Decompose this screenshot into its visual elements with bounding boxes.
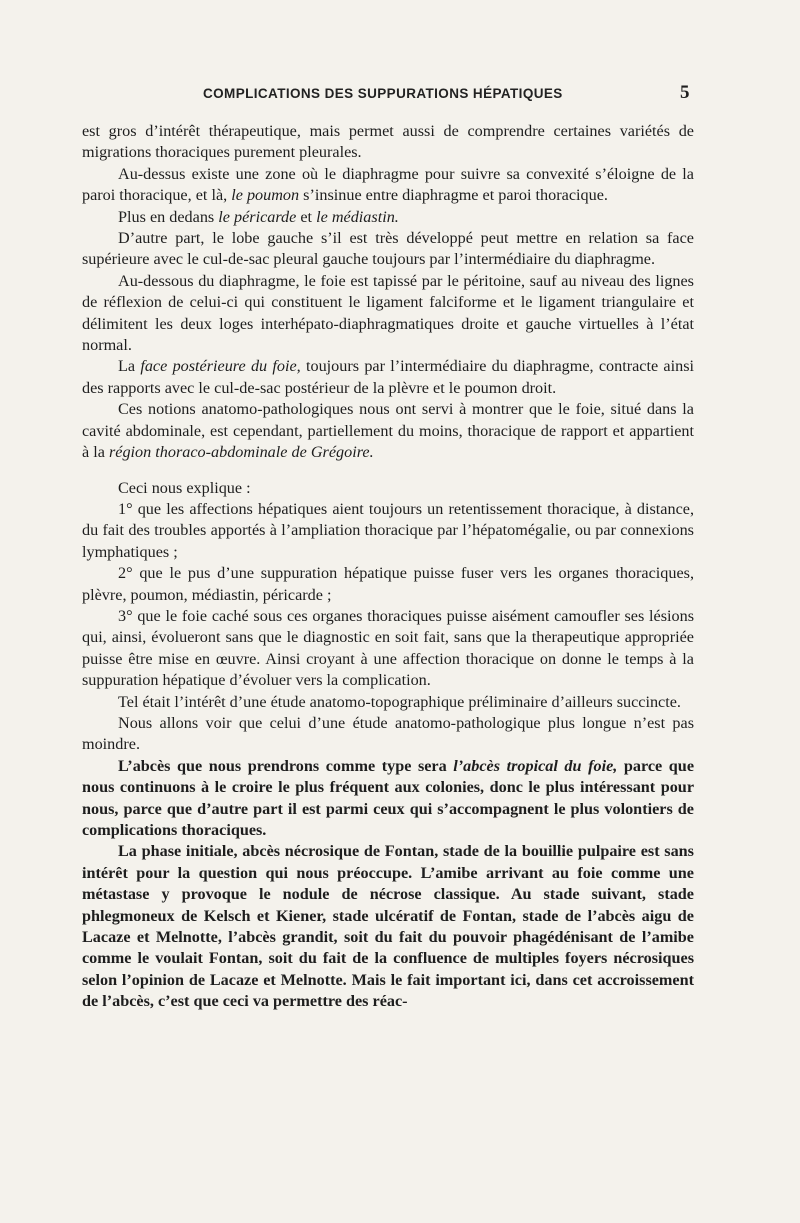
paragraph (82, 121, 694, 164)
text-run: et (296, 207, 317, 226)
paragraph (82, 606, 694, 692)
italic-phrase: le poumon (231, 186, 300, 205)
paragraph (82, 228, 694, 271)
text-run: toujours par l’intermédiaire du diaphragme, contracte ainsi des rapports avec le cul-de-sac postérieur de la plèvre et le poumon droit. (82, 357, 694, 397)
text-run: Au-dessous du diaphragme, le foie est tapissé par le péritoine, sauf au niveau des lignes de réflexion de celui-ci qui constituent le ligament falciforme et le ligament triangulaire et délimitent les deux loges interhépato-diaphragmatiques droite et gauche virtuelles à l’état normal. (82, 271, 694, 355)
text-run: est gros d’intérêt thérapeutique, mais permet aussi de comprendre certaines variétés de migrations thoraciques purement pleurales. (82, 122, 694, 162)
text-run: Ces notions anatomo-pathologiques nous ont servi à montrer que le foie, situé dans la cavité abdominale, est cependant, partiellement du moins, thoracique de rapport et appartient à la (82, 400, 694, 462)
italic-phrase: l’abcès tropical du foie, (453, 756, 618, 775)
text-run: 2° que le pus d’une suppuration hépatique puisse fuser vers les organes thoraciques, plèvre, poumon, médiastin, péricarde ; (82, 564, 694, 604)
paragraph (82, 692, 694, 713)
text-run: Tel était l’intérêt d’une étude anatomo-topographique préliminaire d’ailleurs succincte. (118, 692, 681, 711)
page-number: 5 (680, 82, 690, 103)
text-run: Au-dessus existe une zone où le diaphragme pour suivre sa convexité s’éloigne de la paroi thoracique, et là, (82, 164, 694, 205)
text-run: D’autre part, le lobe gauche s’il est très développé peut mettre en relation sa face supérieure avec le cul-de-sac pleural gauche toujours par l’intermédiaire du diaphragme. (82, 229, 694, 269)
paragraph (82, 841, 694, 1012)
paragraph (82, 756, 694, 842)
text-run: 1° que les affections hépatiques aient toujours un retentissement thoracique, à distance, du fait des troubles apportés à l’ampliation thoracique par l’hépatomégalie, ou par connexions lymphatiques ; (82, 499, 694, 561)
text-run: 3° que le foie caché sous ces organes thoraciques puisse aisément camoufler ses lésions qui, ainsi, évolueront sans que le diagnostic en soit fait, sans que la therapeutique appropriée puisse être mise en œuvre. Ainsi croyant à une affection thoracique on donne le temps à la suppuration hépatique d’évoluer vers la complication. (82, 606, 694, 690)
paragraph (82, 563, 694, 606)
text-run: Ceci nous explique : (118, 478, 251, 497)
paragraph (82, 478, 694, 499)
text-run: La (118, 357, 141, 376)
text-run: s’insinue entre diaphragme et paroi thoracique. (299, 186, 608, 205)
paragraph (82, 207, 694, 228)
running-title: COMPLICATIONS DES SUPPURATIONS HÉPATIQUES (203, 86, 563, 101)
text-run: Nous allons voir que celui d’une étude anatomo-pathologique plus longue n’est pas moindre. (82, 713, 694, 754)
paragraph (82, 499, 694, 563)
italic-phrase: le médiastin. (316, 207, 399, 226)
italic-phrase: le péricarde (218, 207, 297, 226)
text-run: La phase initiale, abcès nécrosique de Fontan, stade de la bouillie pulpaire est sans intérêt pour la question qui nous préoccupe. L’amibe arrivant au foie comme une métastase y provoque le nodule de nécrose classique. Au stade suivant, stade phlegmoneux de Kelsch et Kiener, stade ulcératif de Fontan, stade de l’abcès aigu de Lacaze et Melnotte, l’abcès grandit, soit du fait du pouvoir phagédénisant de l’amibe comme le voulait Fontan, soit du fait de la confluence de multiples foyers nécrosiques selon l’opinion de Lacaze et Melnotte. Mais le fait important ici, dans cet accroissement de l’abcès, c’est que ceci va permettre des réac- (82, 842, 694, 1011)
italic-phrase: face postérieure du foie, (140, 357, 301, 376)
italic-phrase: région thoraco-abdominale de Grégoire. (108, 443, 374, 462)
paragraph (82, 356, 694, 399)
paragraph (82, 713, 694, 756)
text-run: L’abcès que nous prendrons comme type sera (118, 756, 454, 775)
page-header (0, 82, 800, 108)
paragraph (82, 164, 694, 207)
text-run: Plus en dedans (118, 207, 219, 226)
body-text (82, 121, 694, 1013)
text-run: parce que nous continuons à le croire le plus fréquent aux colonies, donc le plus intéressant pour nous, parce que d’autre part il est parmi ceux qui s’accompagnent le plus volontiers de complications thoraciques. (82, 756, 694, 839)
paragraph (82, 399, 694, 463)
paragraph (82, 271, 694, 357)
